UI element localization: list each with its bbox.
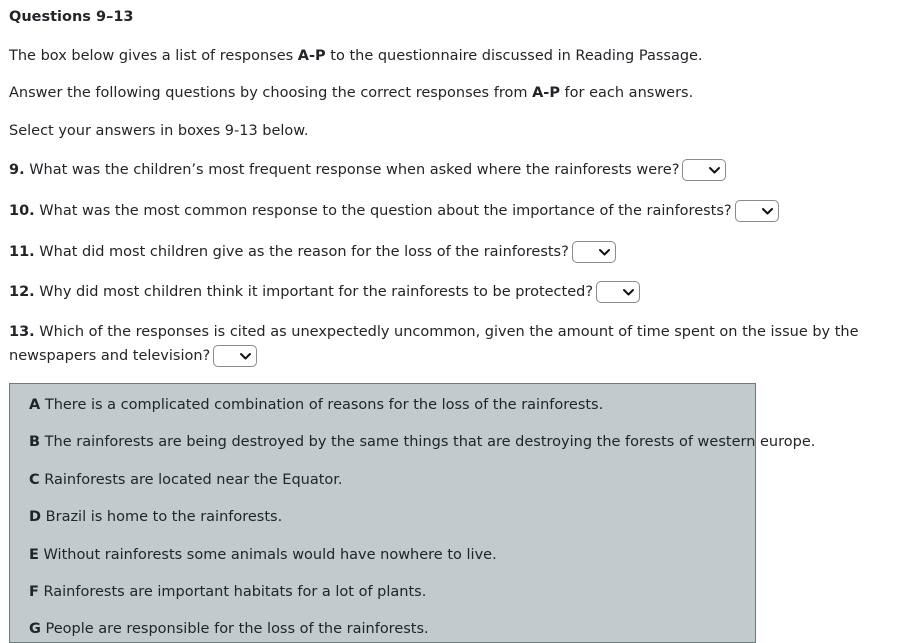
question-10-prompt: What was the most common response to the question about the importance of the rainforests? <box>34 203 732 219</box>
chevron-down-icon <box>623 289 634 296</box>
question-13 <box>9 320 894 368</box>
response-text: The rainforests are being destroyed by the same things that are destroying the forests of western europe. <box>40 434 816 450</box>
intro-line-2-range: A-P <box>532 85 560 101</box>
response-option-g <box>29 619 429 639</box>
intro-line-2-text-end: for each answers. <box>559 85 694 101</box>
response-text: Brazil is home to the rainforests. <box>41 509 283 525</box>
question-11-number: 11. <box>9 244 35 260</box>
question-11-prompt: What did most children give as the reason for the loss of the rainforests? <box>34 244 569 260</box>
response-letter: E <box>29 547 39 563</box>
question-13-prompt: Which of the responses is cited as unexpectedly uncommon, given the amount of time spent on the issue by the newspapers and television? <box>9 324 859 364</box>
question-13-number: 13. <box>9 324 35 340</box>
chevron-down-icon <box>762 208 773 215</box>
intro-line-2-text: Answer the following questions by choosing the correct responses from <box>9 85 533 101</box>
response-text: There is a complicated combination of reasons for the loss of the rainforests. <box>40 397 604 413</box>
intro-line-1-text-end: to the questionnaire discussed in Reading Passage. <box>325 48 703 64</box>
response-letter: A <box>29 397 41 413</box>
answer-select-10[interactable] <box>735 200 779 222</box>
section-heading: Questions 9–13 <box>9 9 134 25</box>
question-9-text <box>9 159 679 181</box>
response-letter: B <box>29 434 41 450</box>
response-letter: D <box>29 509 42 525</box>
response-option-c <box>29 470 343 490</box>
response-option-e <box>29 545 497 565</box>
response-text: Rainforests are important habitats for a lot of plants. <box>38 584 427 600</box>
intro-line-1-text: The box below gives a list of responses <box>9 48 298 64</box>
question-12-text <box>9 281 593 303</box>
intro-line-2 <box>9 83 693 103</box>
chevron-down-icon <box>240 353 251 360</box>
response-letter: G <box>29 621 41 637</box>
answer-select-13[interactable] <box>213 345 257 367</box>
intro-line-1-range: A-P <box>297 48 326 64</box>
response-text: Rainforests are located near the Equator. <box>39 472 343 488</box>
question-10 <box>9 200 779 222</box>
response-letter: F <box>29 584 39 600</box>
chevron-down-icon <box>709 167 720 174</box>
response-option-b <box>29 432 815 452</box>
answer-select-9[interactable] <box>682 159 726 181</box>
question-10-number: 10. <box>9 203 35 219</box>
answer-select-12[interactable] <box>596 281 640 303</box>
chevron-down-icon <box>599 249 610 256</box>
question-11-text <box>9 241 569 263</box>
question-9-prompt: What was the children’s most frequent response when asked where the rainforests were? <box>24 162 680 178</box>
response-text: Without rainforests some animals would have nowhere to live. <box>38 547 497 563</box>
response-option-d <box>29 507 282 527</box>
question-10-text <box>9 200 732 222</box>
question-12 <box>9 281 640 303</box>
response-option-a <box>29 395 603 415</box>
intro-line-3: Select your answers in boxes 9-13 below. <box>9 123 309 139</box>
question-11 <box>9 241 616 263</box>
question-12-prompt: Why did most children think it important for the rainforests to be protected? <box>34 284 594 300</box>
response-option-f <box>29 582 426 602</box>
responses-box <box>9 383 816 643</box>
question-9 <box>9 159 726 181</box>
response-letter: C <box>29 472 40 488</box>
intro-line-1 <box>9 46 703 66</box>
response-text: People are responsible for the loss of the rainforests. <box>40 621 429 637</box>
question-9-number: 9. <box>9 162 25 178</box>
question-12-number: 12. <box>9 284 35 300</box>
answer-select-11[interactable] <box>572 241 616 263</box>
